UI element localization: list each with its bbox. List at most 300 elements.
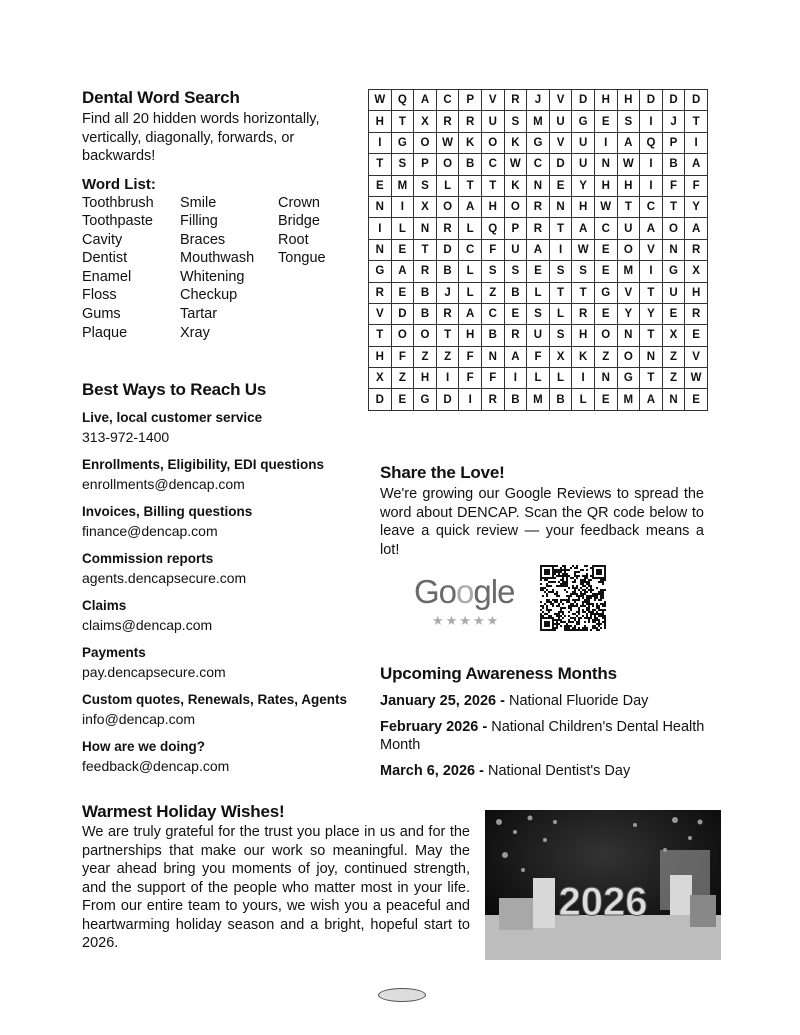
contact-item [82, 550, 362, 588]
grid-cell[interactable]: X [685, 261, 708, 282]
word-search-grid [368, 89, 708, 411]
reach-us-title: Best Ways to Reach Us [82, 380, 267, 399]
word-list-item: Toothpaste [82, 213, 153, 230]
grid-cell[interactable]: E [685, 389, 708, 410]
grid-cell[interactable]: A [459, 303, 482, 324]
contact-value[interactable]: finance@dencap.com [82, 523, 218, 539]
grid-cell[interactable]: Q [481, 218, 504, 239]
grid-cell[interactable]: F [527, 346, 550, 367]
word-list-item: Floss [82, 287, 117, 304]
grid-cell[interactable]: L [459, 218, 482, 239]
grid-cell[interactable]: B [459, 154, 482, 175]
grid-cell[interactable]: L [459, 261, 482, 282]
word-list-item: Bridge [278, 213, 320, 230]
grid-cell[interactable]: T [369, 325, 392, 346]
grid-cell[interactable]: W [504, 154, 527, 175]
grid-cell[interactable]: L [527, 282, 550, 303]
grid-cell[interactable]: I [640, 261, 663, 282]
grid-cell[interactable]: U [527, 325, 550, 346]
grid-cell[interactable]: E [594, 303, 617, 324]
grid-cell[interactable]: E [594, 389, 617, 410]
grid-cell[interactable]: A [685, 154, 708, 175]
word-search-instructions: Find all 20 hidden words horizontally, vertically, diagonally, forwards, or backwards! [82, 111, 320, 164]
grid-cell[interactable]: M [527, 389, 550, 410]
grid-cell[interactable]: I [459, 389, 482, 410]
grid-cell[interactable]: V [549, 90, 572, 111]
contact-item [82, 644, 362, 682]
grid-cell[interactable]: R [369, 282, 392, 303]
grid-cell[interactable]: N [549, 196, 572, 217]
grid-cell[interactable]: A [640, 389, 663, 410]
grid-row [369, 282, 708, 303]
word-list-item: Filling [180, 213, 218, 230]
grid-cell[interactable]: X [414, 196, 437, 217]
grid-cell[interactable]: T [662, 196, 685, 217]
grid-cell[interactable]: Z [662, 368, 685, 389]
grid-cell[interactable]: C [459, 239, 482, 260]
grid-cell[interactable]: Y [572, 175, 595, 196]
grid-cell[interactable]: A [685, 218, 708, 239]
grid-cell[interactable]: P [662, 132, 685, 153]
grid-cell[interactable]: Z [436, 346, 459, 367]
grid-cell[interactable]: H [617, 90, 640, 111]
grid-cell[interactable]: P [459, 90, 482, 111]
grid-cell[interactable]: T [391, 111, 414, 132]
grid-cell[interactable]: V [481, 90, 504, 111]
grid-cell[interactable]: R [685, 239, 708, 260]
word-list-item: Root [278, 231, 309, 248]
grid-cell[interactable]: I [640, 175, 663, 196]
grid-row [369, 261, 708, 282]
awareness-name: National Fluoride Day [508, 693, 649, 709]
grid-cell[interactable]: M [527, 111, 550, 132]
word-list [82, 194, 347, 343]
share-section [380, 463, 704, 645]
grid-cell[interactable]: C [527, 154, 550, 175]
grid-cell[interactable]: I [369, 218, 392, 239]
grid-cell[interactable]: L [572, 389, 595, 410]
grid-cell[interactable]: I [369, 132, 392, 153]
grid-cell[interactable]: E [391, 239, 414, 260]
grid-cell[interactable]: E [391, 282, 414, 303]
grid-cell[interactable]: U [549, 111, 572, 132]
grid-cell[interactable]: A [527, 239, 550, 260]
grid-cell[interactable]: D [436, 389, 459, 410]
grid-cell[interactable]: W [572, 239, 595, 260]
grid-cell[interactable]: K [459, 132, 482, 153]
grid-row [369, 218, 708, 239]
grid-cell[interactable]: U [617, 218, 640, 239]
word-list-item: Crown [278, 194, 320, 211]
word-list-item: Toothbrush [82, 194, 154, 211]
grid-cell[interactable]: D [640, 90, 663, 111]
grid-cell[interactable]: F [459, 346, 482, 367]
grid-cell[interactable]: O [594, 325, 617, 346]
contact-label: Commission reports [82, 551, 214, 566]
grid-cell[interactable]: X [662, 325, 685, 346]
grid-cell[interactable]: N [414, 218, 437, 239]
grid-cell[interactable]: R [414, 261, 437, 282]
grid-cell[interactable]: U [572, 132, 595, 153]
grid-cell[interactable]: G [414, 389, 437, 410]
grid-cell[interactable]: H [369, 346, 392, 367]
grid-cell[interactable]: M [391, 175, 414, 196]
word-list-item: Mouthwash [180, 250, 255, 267]
word-list-item [278, 286, 348, 305]
contact-value[interactable]: feedback@dencap.com [82, 758, 230, 774]
grid-cell[interactable]: A [414, 90, 437, 111]
grid-cell[interactable]: L [436, 175, 459, 196]
awareness-name: National Children's Dental Health Month [380, 719, 705, 753]
grid-cell[interactable]: L [549, 303, 572, 324]
grid-cell[interactable]: C [481, 303, 504, 324]
grid-cell[interactable]: U [662, 282, 685, 303]
grid-cell[interactable]: H [594, 175, 617, 196]
grid-cell[interactable]: I [640, 111, 663, 132]
grid-cell[interactable]: X [369, 368, 392, 389]
word-list-item: Cavity [82, 231, 123, 248]
grid-cell[interactable]: R [481, 389, 504, 410]
grid-cell[interactable]: O [436, 154, 459, 175]
grid-cell[interactable]: A [572, 218, 595, 239]
grid-cell[interactable]: O [662, 218, 685, 239]
grid-cell[interactable]: T [617, 196, 640, 217]
grid-cell[interactable]: O [617, 239, 640, 260]
grid-cell[interactable]: J [527, 90, 550, 111]
grid-cell[interactable]: A [459, 196, 482, 217]
contact-value[interactable]: 313-972-1400 [82, 429, 170, 445]
grid-cell[interactable]: I [572, 368, 595, 389]
grid-cell[interactable]: R [527, 218, 550, 239]
grid-cell[interactable]: N [369, 196, 392, 217]
grid-cell[interactable]: T [640, 282, 663, 303]
grid-cell[interactable]: B [504, 282, 527, 303]
grid-cell[interactable]: Z [662, 346, 685, 367]
word-list-item: Plaque [82, 324, 128, 341]
grid-cell[interactable]: K [504, 175, 527, 196]
grid-cell[interactable]: R [572, 303, 595, 324]
holiday-section [82, 802, 470, 953]
grid-cell[interactable]: O [504, 196, 527, 217]
word-list-item: Braces [180, 231, 226, 248]
awareness-separator: - [478, 719, 492, 735]
contact-item [82, 456, 362, 494]
grid-cell[interactable]: V [549, 132, 572, 153]
grid-cell[interactable]: R [436, 218, 459, 239]
grid-cell[interactable]: E [594, 111, 617, 132]
word-list-item: Tongue [278, 250, 326, 267]
grid-cell[interactable]: I [685, 132, 708, 153]
grid-row [369, 175, 708, 196]
grid-cell[interactable]: F [481, 368, 504, 389]
word-list-title: Word List: [82, 175, 156, 193]
grid-cell[interactable]: H [594, 90, 617, 111]
grid-cell[interactable]: L [527, 368, 550, 389]
holiday-text: We are truly grateful for the trust you place in us and for the partnerships that make our work so meaningful. May the year ahead bring you moments of joy, continued strength, and the support of the people who matter most in your life. From our entire team to yours, we wish you a peaceful and heartwarming holiday season and a bright, hopeful start to 2026. [82, 824, 470, 951]
grid-cell[interactable]: G [617, 368, 640, 389]
grid-cell[interactable]: T [549, 282, 572, 303]
grid-cell[interactable]: G [594, 282, 617, 303]
photo-2026-text: 2026 [558, 880, 648, 924]
grid-cell[interactable]: S [549, 325, 572, 346]
word-list-item: Xray [180, 324, 210, 341]
grid-cell[interactable]: R [436, 111, 459, 132]
grid-cell[interactable]: C [594, 218, 617, 239]
grid-cell[interactable]: L [391, 218, 414, 239]
grid-cell[interactable]: C [436, 90, 459, 111]
grid-cell[interactable]: H [572, 196, 595, 217]
grid-cell[interactable]: S [549, 261, 572, 282]
grid-cell[interactable]: T [572, 282, 595, 303]
grid-cell[interactable]: J [662, 111, 685, 132]
word-search-title: Dental Word Search [82, 88, 240, 107]
grid-cell[interactable]: I [391, 196, 414, 217]
grid-cell[interactable]: H [617, 175, 640, 196]
grid-cell[interactable]: X [549, 346, 572, 367]
grid-cell[interactable]: K [504, 132, 527, 153]
contact-item [82, 409, 362, 447]
contact-label: Live, local customer service [82, 410, 263, 425]
grid-cell[interactable]: N [594, 154, 617, 175]
share-text: We're growing our Google Reviews to spread the word about DENCAP. Scan the QR code below to leave a quick review — your feedback means a lot! [380, 486, 704, 558]
contact-value[interactable]: claims@dencap.com [82, 617, 213, 633]
grid-cell[interactable]: E [369, 175, 392, 196]
grid-cell[interactable]: Q [391, 90, 414, 111]
word-list-item [278, 268, 348, 287]
grid-cell[interactable]: N [527, 175, 550, 196]
awareness-date: February 2026 [380, 719, 479, 735]
grid-cell[interactable]: C [640, 196, 663, 217]
grid-cell[interactable]: T [369, 154, 392, 175]
grid-cell[interactable]: F [481, 239, 504, 260]
grid-row [369, 239, 708, 260]
grid-cell[interactable]: O [414, 132, 437, 153]
grid-cell[interactable]: U [504, 239, 527, 260]
grid-cell[interactable]: A [640, 218, 663, 239]
union-bug-icon [378, 988, 426, 1002]
grid-cell[interactable]: T [685, 111, 708, 132]
grid-cell[interactable]: R [459, 111, 482, 132]
grid-cell[interactable]: O [391, 325, 414, 346]
grid-cell[interactable]: B [481, 325, 504, 346]
grid-cell[interactable]: F [391, 346, 414, 367]
grid-cell[interactable]: R [527, 196, 550, 217]
grid-cell[interactable]: G [572, 111, 595, 132]
grid-cell[interactable]: N [481, 346, 504, 367]
grid-cell[interactable]: N [662, 239, 685, 260]
contact-label: How are we doing? [82, 739, 206, 754]
grid-cell[interactable]: M [617, 389, 640, 410]
grid-cell[interactable]: D [369, 389, 392, 410]
grid-cell[interactable]: T [459, 175, 482, 196]
grid-cell[interactable]: A [391, 261, 414, 282]
contact-value[interactable]: enrollments@dencap.com [82, 476, 245, 492]
grid-cell[interactable]: W [436, 132, 459, 153]
grid-cell[interactable]: X [414, 111, 437, 132]
grid-cell[interactable]: T [436, 325, 459, 346]
grid-cell[interactable]: D [662, 90, 685, 111]
grid-cell[interactable]: H [481, 196, 504, 217]
grid-cell[interactable]: D [685, 90, 708, 111]
grid-cell[interactable]: U [572, 154, 595, 175]
grid-cell[interactable]: A [504, 346, 527, 367]
grid-cell[interactable]: B [414, 303, 437, 324]
awareness-separator: - [475, 763, 489, 779]
grid-row [369, 111, 708, 132]
grid-cell[interactable]: W [594, 196, 617, 217]
google-review-row [380, 565, 704, 645]
grid-cell[interactable]: O [414, 325, 437, 346]
grid-cell[interactable]: D [436, 239, 459, 260]
grid-cell[interactable]: P [504, 218, 527, 239]
grid-cell[interactable]: G [527, 132, 550, 153]
contact-item [82, 691, 362, 729]
grid-cell[interactable]: S [414, 175, 437, 196]
grid-cell[interactable]: O [617, 346, 640, 367]
contact-list [82, 409, 362, 776]
holiday-photo [485, 810, 721, 960]
grid-cell[interactable]: Z [391, 368, 414, 389]
grid-cell[interactable]: H [572, 325, 595, 346]
grid-cell[interactable]: N [640, 346, 663, 367]
contact-value[interactable]: info@dencap.com [82, 711, 196, 727]
grid-cell[interactable]: C [481, 154, 504, 175]
qr-code-icon[interactable] [540, 565, 606, 631]
grid-cell[interactable]: E [527, 261, 550, 282]
grid-cell[interactable]: L [549, 368, 572, 389]
grid-cell[interactable]: Z [481, 282, 504, 303]
grid-cell[interactable]: V [369, 303, 392, 324]
grid-cell[interactable]: A [617, 132, 640, 153]
grid-row [369, 90, 708, 111]
grid-cell[interactable]: L [459, 282, 482, 303]
grid-cell[interactable]: V [617, 282, 640, 303]
grid-cell[interactable]: G [369, 261, 392, 282]
grid-cell[interactable]: T [640, 325, 663, 346]
grid-cell[interactable]: R [504, 325, 527, 346]
grid-cell[interactable]: D [572, 90, 595, 111]
grid-cell[interactable]: O [481, 132, 504, 153]
word-list-item: Enamel [82, 268, 132, 285]
grid-cell[interactable]: N [369, 239, 392, 260]
grid-cell[interactable]: E [594, 239, 617, 260]
contact-label: Enrollments, Eligibility, EDI questions [82, 457, 325, 472]
grid-cell[interactable]: I [436, 368, 459, 389]
grid-cell[interactable]: E [662, 303, 685, 324]
grid-cell[interactable]: T [414, 239, 437, 260]
grid-row [369, 154, 708, 175]
grid-cell[interactable]: S [504, 261, 527, 282]
grid-cell[interactable]: R [436, 303, 459, 324]
grid-cell[interactable]: G [391, 132, 414, 153]
grid-cell[interactable]: I [640, 154, 663, 175]
grid-cell[interactable]: Y [617, 303, 640, 324]
grid-cell[interactable]: Z [414, 346, 437, 367]
grid-cell[interactable]: S [391, 154, 414, 175]
grid-cell[interactable]: B [662, 154, 685, 175]
grid-cell[interactable]: S [572, 261, 595, 282]
grid-cell[interactable]: V [640, 239, 663, 260]
contact-item [82, 597, 362, 635]
grid-cell[interactable]: T [549, 218, 572, 239]
grid-cell[interactable]: T [481, 175, 504, 196]
grid-cell[interactable]: S [481, 261, 504, 282]
awareness-month-item [380, 692, 710, 710]
contact-value[interactable]: pay.dencapsecure.com [82, 664, 226, 680]
grid-cell[interactable]: F [459, 368, 482, 389]
grid-cell[interactable]: F [662, 175, 685, 196]
grid-cell[interactable]: N [594, 368, 617, 389]
grid-cell[interactable]: Z [594, 346, 617, 367]
grid-cell[interactable]: W [369, 90, 392, 111]
grid-cell[interactable]: D [549, 154, 572, 175]
grid-cell[interactable]: Q [640, 132, 663, 153]
grid-cell[interactable]: B [504, 389, 527, 410]
grid-cell[interactable]: R [504, 90, 527, 111]
reach-us-section [82, 380, 362, 776]
word-list-item [278, 324, 348, 343]
grid-cell[interactable]: H [685, 282, 708, 303]
grid-cell[interactable]: V [685, 346, 708, 367]
grid-cell[interactable]: E [391, 389, 414, 410]
grid-cell[interactable]: I [504, 368, 527, 389]
word-list-item: Smile [180, 194, 217, 211]
grid-cell[interactable]: Y [685, 196, 708, 217]
grid-cell[interactable]: W [685, 368, 708, 389]
grid-cell[interactable]: E [504, 303, 527, 324]
grid-cell[interactable]: S [617, 111, 640, 132]
grid-cell[interactable]: E [685, 325, 708, 346]
grid-cell[interactable]: U [481, 111, 504, 132]
grid-cell[interactable]: N [662, 389, 685, 410]
grid-cell[interactable]: D [391, 303, 414, 324]
grid-cell[interactable]: H [369, 111, 392, 132]
contact-label: Invoices, Billing questions [82, 504, 253, 519]
grid-cell[interactable]: O [436, 196, 459, 217]
grid-cell[interactable]: B [414, 282, 437, 303]
awareness-name: National Dentist's Day [488, 763, 631, 779]
grid-row [369, 196, 708, 217]
grid-cell[interactable]: S [527, 303, 550, 324]
contact-item [82, 738, 362, 776]
grid-cell[interactable]: E [549, 175, 572, 196]
grid-cell[interactable]: B [436, 261, 459, 282]
awareness-date: January 25, 2026 [380, 693, 497, 709]
grid-cell[interactable]: B [549, 389, 572, 410]
grid-cell[interactable]: F [685, 175, 708, 196]
awareness-month-item [380, 762, 710, 780]
grid-cell[interactable]: M [617, 261, 640, 282]
grid-cell[interactable]: T [640, 368, 663, 389]
contact-label: Payments [82, 645, 146, 660]
grid-cell[interactable]: Y [640, 303, 663, 324]
awareness-date: March 6, 2026 [380, 763, 476, 779]
grid-cell[interactable]: I [594, 132, 617, 153]
grid-cell[interactable]: N [617, 325, 640, 346]
grid-cell[interactable]: H [414, 368, 437, 389]
grid-cell[interactable]: H [459, 325, 482, 346]
grid-cell[interactable]: E [594, 261, 617, 282]
grid-cell[interactable]: G [662, 261, 685, 282]
contact-value[interactable]: agents.dencapsecure.com [82, 570, 247, 586]
grid-cell[interactable]: R [685, 303, 708, 324]
grid-cell[interactable]: K [572, 346, 595, 367]
grid-cell[interactable]: S [504, 111, 527, 132]
grid-cell[interactable]: W [617, 154, 640, 175]
grid-cell[interactable]: P [414, 154, 437, 175]
grid-cell[interactable]: J [436, 282, 459, 303]
grid-cell[interactable]: I [549, 239, 572, 260]
